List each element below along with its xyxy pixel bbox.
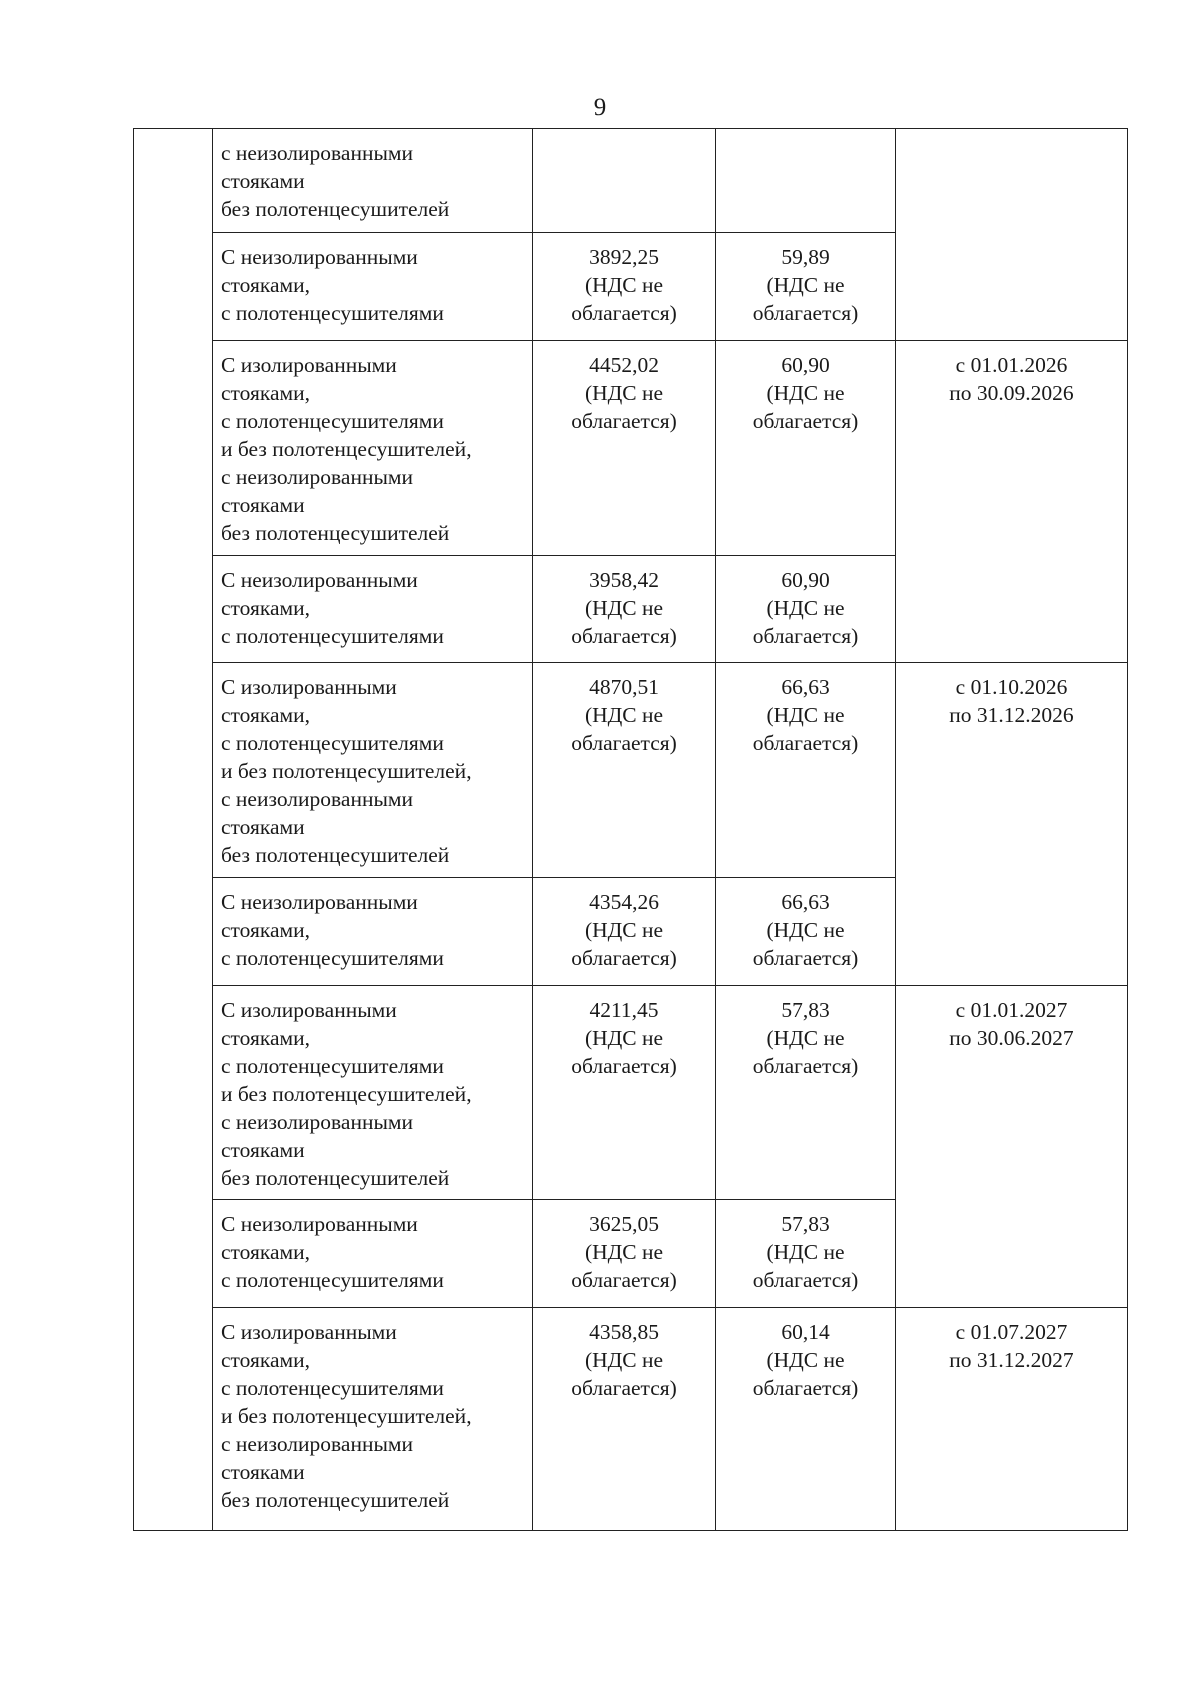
vat-note: (НДС не (766, 380, 845, 405)
tariff-table (133, 128, 1128, 1531)
period-cell (896, 985, 1128, 1307)
vat-note: (НДС не (766, 703, 845, 728)
description-line: с неизолированными (221, 787, 414, 812)
rate-value: 59,89 (781, 245, 830, 270)
period-cell (896, 1307, 1128, 1530)
period-start: с 01.01.2027 (955, 997, 1068, 1022)
description-line: С неизолированными (221, 1212, 418, 1237)
table-row (134, 340, 1128, 555)
tariff-value: 4870,51 (589, 675, 659, 700)
vat-note: (НДС не (766, 918, 845, 943)
vat-note: облагается) (752, 731, 859, 756)
description-line: с полотенцесушителями (221, 1375, 444, 1400)
description-cell (213, 1307, 533, 1530)
description-line: С изолированными (221, 997, 397, 1022)
table-row (134, 985, 1128, 1200)
description-line: и без полотенцесушителей, (221, 1081, 472, 1106)
vat-note: облагается) (752, 1053, 859, 1078)
description-line: стояками, (221, 273, 311, 298)
description-line: с полотенцесушителями (221, 301, 444, 326)
vat-note: (НДС не (584, 1347, 664, 1372)
vat-note: облагается) (571, 946, 677, 971)
vat-note: облагается) (571, 1375, 677, 1400)
description-line: без полотенцесушителей (221, 520, 450, 545)
description-line: с неизолированными (221, 141, 414, 165)
tariff-cell (533, 1200, 716, 1307)
period-start: с 01.10.2026 (955, 675, 1068, 700)
vat-note: облагается) (571, 731, 677, 756)
description-line: стояками (221, 492, 305, 517)
rate-cell (716, 555, 896, 662)
description-line: С изолированными (221, 352, 397, 377)
description-line: стояками, (221, 1240, 311, 1265)
description-line: с полотенцесушителями (221, 1053, 444, 1078)
tariff-cell (533, 878, 716, 985)
tariff-cell (533, 129, 716, 233)
vat-note: (НДС не (766, 595, 845, 620)
vat-note: (НДС не (584, 918, 664, 943)
description-line: С неизолированными (221, 567, 418, 592)
description-line: стояками, (221, 918, 311, 943)
description-cell (213, 663, 533, 878)
description-line: С неизолированными (221, 890, 418, 915)
description-cell (213, 340, 533, 555)
description-line: С неизолированными (221, 245, 418, 270)
rate-cell (716, 663, 896, 878)
description-cell (213, 555, 533, 662)
rate-value: 57,83 (781, 1212, 830, 1237)
period-cell (896, 340, 1128, 662)
description-cell (213, 985, 533, 1200)
vat-note: (НДС не (766, 1240, 845, 1265)
description-line: стояками (221, 1137, 305, 1162)
vat-note: облагается) (752, 301, 859, 326)
vat-note: облагается) (571, 1053, 677, 1078)
tariff-value: 4358,85 (589, 1319, 659, 1344)
vat-note: (НДС не (766, 273, 845, 298)
description-line: стояками, (221, 380, 311, 405)
tariff-value: 3625,05 (589, 1212, 659, 1237)
tariff-cell (533, 340, 716, 555)
vat-note: облагается) (571, 623, 677, 648)
rate-value: 60,90 (781, 567, 830, 592)
index-cell (134, 129, 213, 1531)
tariff-cell (533, 663, 716, 878)
period-start: с 01.07.2027 (955, 1319, 1068, 1344)
description-line: стояками, (221, 1025, 311, 1050)
description-line: с полотенцесушителями (221, 408, 444, 433)
vat-note: облагается) (752, 623, 859, 648)
description-line: без полотенцесушителей (221, 197, 450, 221)
tariff-value: 3892,25 (589, 245, 659, 270)
vat-note: облагается) (571, 408, 677, 433)
rate-cell (716, 1307, 896, 1530)
vat-note: (НДС не (766, 1347, 845, 1372)
period-end: по 31.12.2026 (949, 703, 1074, 728)
tariff-cell (533, 985, 716, 1200)
tariff-value: 3958,42 (589, 567, 659, 592)
table-row (134, 129, 1128, 233)
table-row (134, 1307, 1128, 1530)
description-line: с полотенцесушителями (221, 946, 444, 971)
description-line: С изолированными (221, 1319, 397, 1344)
description-line: стояками (221, 169, 305, 193)
vat-note: (НДС не (584, 1240, 664, 1265)
rate-value: 60,90 (781, 352, 830, 377)
description-line: и без полотенцесушителей, (221, 759, 472, 784)
description-line: стояками (221, 1459, 305, 1484)
rate-cell (716, 878, 896, 985)
description-line: с неизолированными (221, 1109, 414, 1134)
vat-note: (НДС не (584, 273, 664, 298)
period-start: с 01.01.2026 (955, 352, 1068, 377)
vat-note: (НДС не (584, 703, 664, 728)
description-line: стояками (221, 815, 305, 840)
description-line: без полотенцесушителей (221, 1487, 450, 1512)
description-line: и без полотенцесушителей, (221, 1403, 472, 1428)
vat-note: облагается) (752, 946, 859, 971)
period-end: по 30.06.2027 (949, 1025, 1074, 1050)
rate-cell (716, 129, 896, 233)
description-line: с неизолированными (221, 1431, 414, 1456)
description-line: без полотенцесушителей (221, 843, 450, 868)
period-end: по 30.09.2026 (949, 380, 1074, 405)
description-line: без полотенцесушителей (221, 1165, 450, 1190)
vat-note: облагается) (752, 1268, 859, 1293)
tariff-cell (533, 233, 716, 340)
rate-value: 66,63 (781, 890, 830, 915)
tariff-cell (533, 555, 716, 662)
vat-note: (НДС не (584, 1025, 664, 1050)
description-line: с полотенцесушителями (221, 731, 444, 756)
tariff-cell (533, 1307, 716, 1530)
description-line: С изолированными (221, 675, 397, 700)
vat-note: облагается) (752, 408, 859, 433)
description-cell (213, 1200, 533, 1307)
period-end: по 31.12.2027 (949, 1347, 1074, 1372)
rate-cell (716, 1200, 896, 1307)
description-line: с полотенцесушителями (221, 623, 444, 648)
page-number: 9 (593, 94, 607, 121)
description-cell (213, 878, 533, 985)
description-cell (213, 233, 533, 340)
period-cell (896, 129, 1128, 341)
description-line: с полотенцесушителями (221, 1268, 444, 1293)
description-line: стояками, (221, 595, 311, 620)
vat-note: облагается) (752, 1375, 859, 1400)
tariff-value: 4452,02 (589, 352, 659, 377)
description-line: и без полотенцесушителей, (221, 436, 472, 461)
vat-note: облагается) (571, 1268, 677, 1293)
vat-note: облагается) (571, 301, 677, 326)
vat-note: (НДС не (584, 380, 664, 405)
description-cell (213, 129, 533, 233)
rate-value: 60,14 (781, 1319, 830, 1344)
tariff-value: 4211,45 (589, 997, 659, 1022)
rate-cell (716, 985, 896, 1200)
rate-cell (716, 233, 896, 340)
rate-value: 66,63 (781, 675, 830, 700)
description-line: стояками, (221, 1347, 311, 1372)
rate-value: 57,83 (781, 997, 830, 1022)
description-line: с неизолированными (221, 464, 414, 489)
vat-note: (НДС не (584, 595, 664, 620)
vat-note: (НДС не (766, 1025, 845, 1050)
description-line: стояками, (221, 703, 311, 728)
table-row (134, 663, 1128, 878)
rate-cell (716, 340, 896, 555)
period-cell (896, 663, 1128, 985)
tariff-value: 4354,26 (589, 890, 659, 915)
